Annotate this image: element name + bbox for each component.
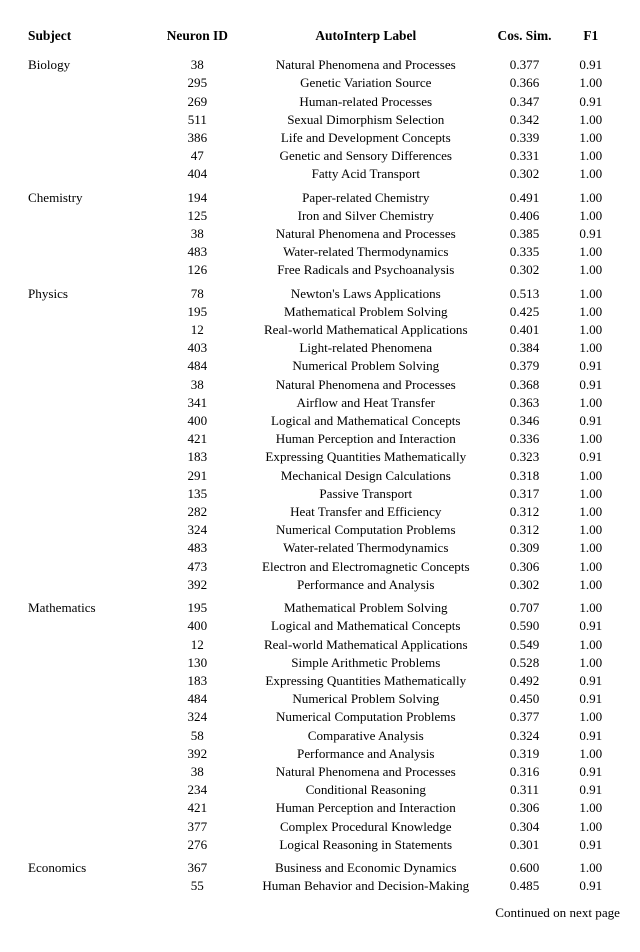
cell-neuron-id: 38: [190, 376, 204, 392]
table-row: [20, 339, 620, 357]
cell-cos-sim: 0.513: [509, 285, 540, 301]
cell-f1: 1.00: [579, 207, 603, 223]
cell-f1: 0.91: [579, 763, 603, 779]
cell-subject-empty: [20, 690, 151, 708]
cell-cos-sim: 0.306: [509, 558, 540, 574]
cell-autointerp-label: Newton's Laws Applications: [290, 285, 441, 301]
cell-cos-sim: 0.590: [509, 618, 540, 634]
cell-cos-sim: 0.485: [509, 878, 540, 894]
cell-f1: 1.00: [579, 654, 603, 670]
cell-cos-sim: 0.549: [509, 636, 540, 652]
table-row: [20, 503, 620, 521]
cell-cos-sim: 0.318: [509, 467, 540, 483]
table-row: [20, 147, 620, 165]
table-row: [20, 654, 620, 672]
cell-neuron-id: 183: [187, 672, 208, 688]
cell-autointerp-label: Logical and Mathematical Concepts: [271, 413, 461, 429]
cell-neuron-id: 392: [187, 745, 208, 761]
table-row: [20, 394, 620, 412]
cell-neuron-id: 377: [187, 818, 208, 834]
cell-autointerp-label: Passive Transport: [319, 485, 413, 501]
cell-neuron-id: 295: [187, 75, 208, 91]
cell-f1: 1.00: [579, 636, 603, 652]
cell-subject-empty: [20, 448, 151, 466]
cell-subject-empty: [20, 521, 151, 539]
cell-cos-sim: 0.302: [509, 262, 540, 278]
cell-autointerp-label: Numerical Computation Problems: [275, 522, 456, 538]
cell-f1: 0.91: [579, 376, 603, 392]
table-row: [20, 285, 620, 303]
column-header-cos-sim: Cos. Sim.: [497, 28, 552, 43]
cell-neuron-id: 291: [187, 467, 208, 483]
cell-subject-empty: [20, 111, 151, 129]
cell-cos-sim: 0.600: [509, 859, 540, 875]
cell-cos-sim: 0.324: [509, 727, 540, 743]
table-row: [20, 727, 620, 745]
cell-neuron-id: 269: [187, 93, 208, 109]
table-row: [20, 617, 620, 635]
cell-f1: 1.00: [579, 189, 603, 205]
table-row: [20, 708, 620, 726]
cell-cos-sim: 0.406: [509, 207, 540, 223]
cell-neuron-id: 400: [187, 618, 208, 634]
cell-cos-sim: 0.377: [509, 709, 540, 725]
cell-subject-empty: [20, 763, 151, 781]
cell-neuron-id: 126: [187, 262, 208, 278]
cell-f1: 1.00: [579, 540, 603, 556]
cell-subject-empty: [20, 727, 151, 745]
cell-autointerp-label: Performance and Analysis: [297, 576, 435, 592]
cell-neuron-id: 12: [190, 636, 204, 652]
cell-neuron-id: 421: [187, 800, 208, 816]
cell-cos-sim: 0.323: [509, 449, 540, 465]
cell-f1: 1.00: [579, 800, 603, 816]
cell-subject-empty: [20, 430, 151, 448]
cell-neuron-id: 403: [187, 340, 208, 356]
cell-subject-empty: [20, 129, 151, 147]
table-row: [20, 412, 620, 430]
cell-neuron-id: 473: [187, 558, 208, 574]
table-row: [20, 376, 620, 394]
cell-neuron-id: 38: [190, 763, 204, 779]
continued-footer-note: Continued on next page: [495, 905, 620, 921]
cell-cos-sim: 0.401: [509, 322, 540, 338]
cell-cos-sim: 0.707: [509, 600, 540, 616]
table-row: [20, 165, 620, 183]
cell-neuron-id: 421: [187, 431, 208, 447]
cell-neuron-id: 484: [187, 691, 208, 707]
cell-autointerp-label: Human-related Processes: [299, 93, 433, 109]
cell-subject-empty: [20, 147, 151, 165]
table-row: [20, 243, 620, 261]
cell-autointerp-label: Sexual Dimorphism Selection: [287, 111, 445, 127]
table-row: [20, 636, 620, 654]
cell-cos-sim: 0.368: [509, 376, 540, 392]
table-row: [20, 467, 620, 485]
table-row: [20, 690, 620, 708]
cell-autointerp-label: Real-world Mathematical Applications: [263, 636, 468, 652]
cell-subject-empty: [20, 207, 151, 225]
cell-f1: 1.00: [579, 111, 603, 127]
cell-cos-sim: 0.385: [509, 226, 540, 242]
cell-subject-empty: [20, 558, 151, 576]
cell-f1: 0.91: [579, 226, 603, 242]
cell-neuron-id: 47: [190, 148, 204, 164]
cell-autointerp-label: Logical Reasoning in Statements: [279, 836, 453, 852]
cell-subject-empty: [20, 303, 151, 321]
cell-subject-empty: [20, 708, 151, 726]
cell-f1: 0.91: [579, 727, 603, 743]
table-row: [20, 745, 620, 763]
table-row: [20, 836, 620, 854]
cell-f1: 1.00: [579, 322, 603, 338]
cell-autointerp-label: Natural Phenomena and Processes: [275, 57, 456, 73]
cell-autointerp-label: Conditional Reasoning: [305, 782, 426, 798]
cell-cos-sim: 0.302: [509, 166, 540, 182]
cell-autointerp-label: Airflow and Heat Transfer: [296, 394, 436, 410]
cell-subject-empty: [20, 93, 151, 111]
cell-autointerp-label: Numerical Problem Solving: [292, 358, 440, 374]
cell-f1: 1.00: [579, 504, 603, 520]
table-row: [20, 599, 620, 617]
cell-f1: 1.00: [579, 394, 603, 410]
table-row: [20, 303, 620, 321]
cell-f1: 1.00: [579, 522, 603, 538]
cell-subject-empty: [20, 357, 151, 375]
cell-subject-empty: [20, 818, 151, 836]
cell-neuron-id: 195: [187, 303, 208, 319]
cell-neuron-id: 38: [190, 226, 204, 242]
cell-neuron-id: 282: [187, 504, 208, 520]
table-row: [20, 521, 620, 539]
cell-autointerp-label: Mechanical Design Calculations: [280, 467, 451, 483]
cell-f1: 0.91: [579, 358, 603, 374]
results-table-container: [20, 22, 620, 921]
cell-subject-empty: [20, 467, 151, 485]
cell-neuron-id: 234: [187, 782, 208, 798]
cell-neuron-id: 511: [187, 111, 207, 127]
cell-f1: 1.00: [579, 467, 603, 483]
table-row: [20, 207, 620, 225]
cell-neuron-id: 135: [187, 485, 208, 501]
cell-neuron-id: 324: [187, 709, 208, 725]
cell-f1: 0.91: [579, 449, 603, 465]
cell-autointerp-label: Water-related Thermodynamics: [283, 244, 449, 260]
cell-cos-sim: 0.347: [509, 93, 540, 109]
cell-neuron-id: 38: [190, 57, 204, 73]
cell-f1: 1.00: [579, 130, 603, 146]
cell-cos-sim: 0.366: [509, 75, 540, 91]
cell-f1: 0.91: [579, 672, 603, 688]
cell-subject-empty: [20, 243, 151, 261]
cell-neuron-id: 58: [190, 727, 204, 743]
cell-cos-sim: 0.331: [509, 148, 540, 164]
cell-subject-empty: [20, 503, 151, 521]
cell-autointerp-label: Iron and Silver Chemistry: [297, 207, 434, 223]
cell-f1: 0.91: [579, 413, 603, 429]
cell-autointerp-label: Genetic and Sensory Differences: [279, 148, 452, 164]
cell-autointerp-label: Numerical Problem Solving: [292, 691, 440, 707]
cell-f1: 1.00: [579, 244, 603, 260]
cell-autointerp-label: Mathematical Problem Solving: [283, 600, 448, 616]
cell-f1: 0.91: [579, 93, 603, 109]
column-header-autointerp-label: AutoInterp Label: [315, 28, 417, 43]
table-row: [20, 859, 620, 877]
cell-neuron-id: 194: [187, 189, 208, 205]
cell-subject-empty: [20, 576, 151, 594]
table-row: [20, 74, 620, 92]
cell-cos-sim: 0.309: [509, 540, 540, 556]
cell-autointerp-label: Natural Phenomena and Processes: [275, 226, 456, 242]
cell-subject-empty: [20, 654, 151, 672]
cell-cos-sim: 0.316: [509, 763, 540, 779]
cell-cos-sim: 0.377: [509, 57, 540, 73]
cell-cos-sim: 0.342: [509, 111, 540, 127]
cell-subject-empty: [20, 261, 151, 279]
cell-cos-sim: 0.336: [509, 431, 540, 447]
cell-neuron-id: 324: [187, 522, 208, 538]
table-row: [20, 539, 620, 557]
table-row: [20, 576, 620, 594]
cell-autointerp-label: Water-related Thermodynamics: [283, 540, 449, 556]
table-row: [20, 799, 620, 817]
cell-subject-empty: [20, 339, 151, 357]
cell-cos-sim: 0.304: [509, 818, 540, 834]
cell-autointerp-label: Numerical Computation Problems: [275, 709, 456, 725]
cell-f1: 1.00: [579, 600, 603, 616]
cell-neuron-id: 483: [187, 244, 208, 260]
cell-cos-sim: 0.346: [509, 413, 540, 429]
table-row: [20, 818, 620, 836]
cell-subject-empty: [20, 799, 151, 817]
cell-cos-sim: 0.384: [509, 340, 540, 356]
table-row: [20, 189, 620, 207]
cell-autointerp-label: Performance and Analysis: [297, 745, 435, 761]
cell-f1: 1.00: [579, 709, 603, 725]
column-header-subject: Subject: [28, 28, 72, 43]
cell-autointerp-label: Human Perception and Interaction: [275, 800, 456, 816]
cell-autointerp-label: Logical and Mathematical Concepts: [271, 618, 461, 634]
cell-f1: 1.00: [579, 745, 603, 761]
cell-cos-sim: 0.312: [509, 522, 540, 538]
cell-subject-empty: [20, 672, 151, 690]
cell-autointerp-label: Fatty Acid Transport: [311, 166, 420, 182]
cell-cos-sim: 0.492: [509, 672, 540, 688]
cell-f1: 0.91: [579, 836, 603, 852]
cell-subject-empty: [20, 376, 151, 394]
cell-subject-empty: [20, 165, 151, 183]
table-row: [20, 763, 620, 781]
cell-f1: 1.00: [579, 303, 603, 319]
cell-autointerp-label: Heat Transfer and Efficiency: [290, 504, 442, 520]
table-row: [20, 129, 620, 147]
cell-autointerp-label: Real-world Mathematical Applications: [263, 322, 468, 338]
cell-f1: 1.00: [579, 75, 603, 91]
cell-autointerp-label: Electron and Electromagnetic Concepts: [261, 558, 470, 574]
cell-f1: 0.91: [579, 782, 603, 798]
cell-autointerp-label: Natural Phenomena and Processes: [275, 376, 456, 392]
table-row: [20, 93, 620, 111]
cell-autointerp-label: Light-related Phenomena: [299, 340, 433, 356]
cell-neuron-id: 404: [187, 166, 208, 182]
cell-cos-sim: 0.302: [509, 576, 540, 592]
cell-cos-sim: 0.311: [510, 782, 539, 798]
cell-cos-sim: 0.317: [509, 485, 540, 501]
cell-neuron-id: 400: [187, 413, 208, 429]
cell-autointerp-label: Simple Arithmetic Problems: [291, 654, 441, 670]
cell-subject-empty: [20, 781, 151, 799]
cell-f1: 0.91: [579, 618, 603, 634]
cell-neuron-id: 78: [190, 285, 204, 301]
cell-autointerp-label: Complex Procedural Knowledge: [279, 818, 452, 834]
cell-autointerp-label: Expressing Quantities Mathematically: [265, 672, 467, 688]
cell-cos-sim: 0.363: [509, 394, 540, 410]
cell-cos-sim: 0.301: [509, 836, 540, 852]
cell-autointerp-label: Human Behavior and Decision-Making: [262, 878, 470, 894]
cell-neuron-id: 276: [187, 836, 208, 852]
cell-f1: 1.00: [579, 558, 603, 574]
cell-neuron-id: 386: [187, 130, 208, 146]
column-header-f1: F1: [583, 28, 599, 43]
cell-f1: 1.00: [579, 576, 603, 592]
cell-neuron-id: 183: [187, 449, 208, 465]
cell-subject-empty: [20, 877, 151, 895]
cell-f1: 0.91: [579, 691, 603, 707]
cell-subject: Chemistry: [28, 189, 83, 205]
cell-cos-sim: 0.339: [509, 130, 540, 146]
table-row: [20, 448, 620, 466]
cell-f1: 1.00: [579, 818, 603, 834]
cell-neuron-id: 484: [187, 358, 208, 374]
cell-subject-empty: [20, 617, 151, 635]
cell-cos-sim: 0.491: [509, 189, 540, 205]
table-header: [20, 22, 620, 51]
table-row: [20, 558, 620, 576]
table-row: [20, 261, 620, 279]
cell-f1: 1.00: [579, 859, 603, 875]
cell-f1: 1.00: [579, 285, 603, 301]
cell-cos-sim: 0.379: [509, 358, 540, 374]
cell-cos-sim: 0.319: [509, 745, 540, 761]
cell-autointerp-label: Human Perception and Interaction: [275, 431, 456, 447]
cell-subject-empty: [20, 412, 151, 430]
cell-subject-empty: [20, 225, 151, 243]
cell-f1: 1.00: [579, 431, 603, 447]
table-header-row: [20, 22, 620, 51]
cell-subject-empty: [20, 539, 151, 557]
cell-f1: 1.00: [579, 340, 603, 356]
cell-neuron-id: 125: [187, 207, 208, 223]
cell-autointerp-label: Comparative Analysis: [307, 727, 424, 743]
cell-f1: 1.00: [579, 262, 603, 278]
cell-neuron-id: 483: [187, 540, 208, 556]
cell-subject-empty: [20, 636, 151, 654]
table-row: [20, 111, 620, 129]
cell-f1: 0.91: [579, 57, 603, 73]
cell-subject: Economics: [28, 859, 87, 875]
cell-cos-sim: 0.450: [509, 691, 540, 707]
table-row: [20, 430, 620, 448]
cell-subject-empty: [20, 836, 151, 854]
cell-autointerp-label: Free Radicals and Psychoanalysis: [277, 262, 455, 278]
cell-neuron-id: 12: [190, 322, 204, 338]
cell-subject: Biology: [28, 57, 71, 73]
cell-autointerp-label: Life and Development Concepts: [280, 130, 451, 146]
cell-f1: 1.00: [579, 148, 603, 164]
cell-subject: Mathematics: [28, 600, 96, 616]
cell-neuron-id: 55: [190, 878, 204, 894]
table-row: [20, 225, 620, 243]
cell-neuron-id: 341: [187, 394, 208, 410]
cell-autointerp-label: Natural Phenomena and Processes: [275, 763, 456, 779]
cell-cos-sim: 0.425: [509, 303, 540, 319]
cell-neuron-id: 392: [187, 576, 208, 592]
cell-autointerp-label: Mathematical Problem Solving: [283, 303, 448, 319]
cell-f1: 1.00: [579, 166, 603, 182]
cell-cos-sim: 0.306: [509, 800, 540, 816]
cell-subject-empty: [20, 745, 151, 763]
cell-autointerp-label: Paper-related Chemistry: [302, 189, 430, 205]
table-row: [20, 672, 620, 690]
cell-subject-empty: [20, 394, 151, 412]
cell-cos-sim: 0.312: [509, 504, 540, 520]
table-row: [20, 781, 620, 799]
table-row: [20, 877, 620, 895]
autointerp-results-table: [20, 22, 620, 899]
cell-autointerp-label: Business and Economic Dynamics: [275, 859, 457, 875]
column-header-neuron-id: Neuron ID: [166, 28, 228, 43]
cell-subject: Physics: [28, 285, 69, 301]
cell-cos-sim: 0.335: [509, 244, 540, 260]
table-body: [20, 51, 620, 899]
cell-f1: 0.91: [579, 878, 603, 894]
cell-cos-sim: 0.528: [509, 654, 540, 670]
cell-subject-empty: [20, 74, 151, 92]
cell-neuron-id: 367: [187, 859, 208, 875]
cell-neuron-id: 195: [187, 600, 208, 616]
cell-autointerp-label: Expressing Quantities Mathematically: [265, 449, 467, 465]
cell-subject-empty: [20, 485, 151, 503]
cell-autointerp-label: Genetic Variation Source: [300, 75, 432, 91]
cell-neuron-id: 130: [187, 654, 208, 670]
cell-f1: 1.00: [579, 485, 603, 501]
table-row: [20, 357, 620, 375]
table-row: [20, 56, 620, 74]
table-row: [20, 321, 620, 339]
cell-subject-empty: [20, 321, 151, 339]
table-row: [20, 485, 620, 503]
